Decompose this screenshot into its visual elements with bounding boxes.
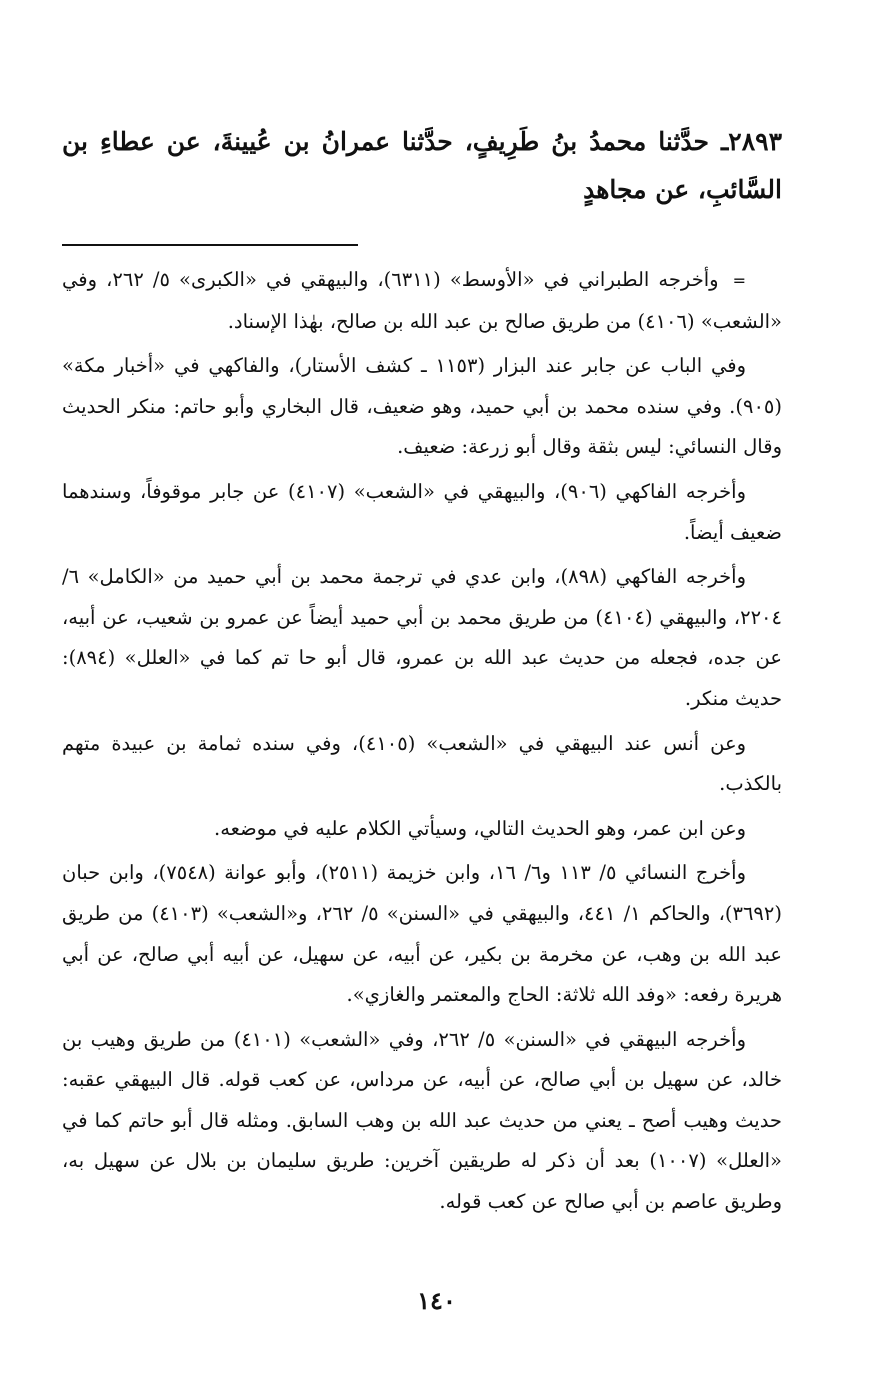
footnote-paragraph xyxy=(62,260,782,342)
footnote-text: وأخرجه الطبراني في «الأوسط» (٦٣١١)، والبيهقي في «الكبرى» ٥/ ٢٦٢، وفي «الشعب» (٤١٠٦) من طريق صالح بن عبد الله بن صالح، بهٰذا الإسناد. xyxy=(62,268,782,333)
footnotes xyxy=(62,260,782,1223)
page-content xyxy=(62,118,782,1227)
footnote-paragraph: وعن أنس عند البيهقي في «الشعب» (٤١٠٥)، وفي سنده ثمامة بن عبيدة متهم بالكذب. xyxy=(62,731,782,796)
footnote-separator-wrap xyxy=(62,244,782,246)
footnote-paragraph: وأخرج النسائي ٥/ ١١٣ و٦/ ١٦، وابن خزيمة (٢٥١١)، وأبو عوانة (٧٥٤٨)، وابن حبان (٣٦٩٢)، والحاكم ١/ ٤٤١، والبيهقي في «السنن» ٥/ ٢٦٢، و«الشعب» (٤١٠٣) من طريق عبد الله بن وهب، عن مخرمة بن بكير، عن أبيه، عن سهيل، عن أبيه أبي صالح، عن أبي هريرة رفعه: «وفد الله ثلاثة: الحاج والمعتمر والغازي». xyxy=(62,861,782,1007)
footnote-paragraph: وأخرجه الفاكهي (٩٠٦)، والبيهقي في «الشعب» (٤١٠٧) عن جابر موقوفاً، وسندهما ضعيف أيضاً. xyxy=(62,479,782,544)
continuation-mark: = xyxy=(732,271,746,290)
footnote-paragraph: وأخرجه الفاكهي (٨٩٨)، وابن عدي في ترجمة محمد بن أبي حميد من «الكامل» ٦/ ٢٢٠٤، والبيهقي (٤١٠٤) من طريق محمد بن أبي حميد أيضاً عن عمرو بن شعيب، عن أبيه، عن جده، فجعله من حديث عبد الله بن عمرو، قال أبو حا تم كما في «العلل» (٨٩٤): حديث منكر. xyxy=(62,565,782,710)
footnote-paragraph: وعن ابن عمر، وهو الحديث التالي، وسيأتي الكلام عليه في موضعه. xyxy=(214,816,746,840)
footnote-separator xyxy=(62,244,358,246)
hadith-text: ٢٨٩٣ـ حدَّثنا محمدُ بنُ طَرِيفٍ، حدَّثنا عمرانُ بن عُيينةَ، عن عطاءِ بن السَّائبِ، عن مجاهدٍ xyxy=(62,127,782,204)
page-number: ١٤٠ xyxy=(417,1286,456,1315)
footnote-paragraph: وفي الباب عن جابر عند البزار (١١٥٣ ـ كشف الأستار)، والفاكهي في «أخبار مكة» (٩٠٥). وفي سنده محمد بن أبي حميد، وهو ضعيف، قال البخاري وأبو حاتم: منكر الحديث وقال النسائي: ليس بثقة وقال أبو زرعة: ضعيف. xyxy=(62,354,782,459)
footnote-paragraph: وأخرجه البيهقي في «السنن» ٥/ ٢٦٢، وفي «الشعب» (٤١٠١) من طريق وهيب بن خالد، عن سهيل بن أبي صالح، عن أبيه، عن مرداس، عن كعب قوله. قال البيهقي عقبه: حديث وهيب أصح ـ يعني من حديث عبد الله بن وهب السابق. ومثله قال أبو حاتم كما في «العلل» (١٠٠٧) بعد أن ذكر له طريقين آخرين: طريق سليمان بن بلال عن سهيل به، وطريق عاصم بن أبي صالح عن كعب قوله. xyxy=(62,1027,782,1214)
